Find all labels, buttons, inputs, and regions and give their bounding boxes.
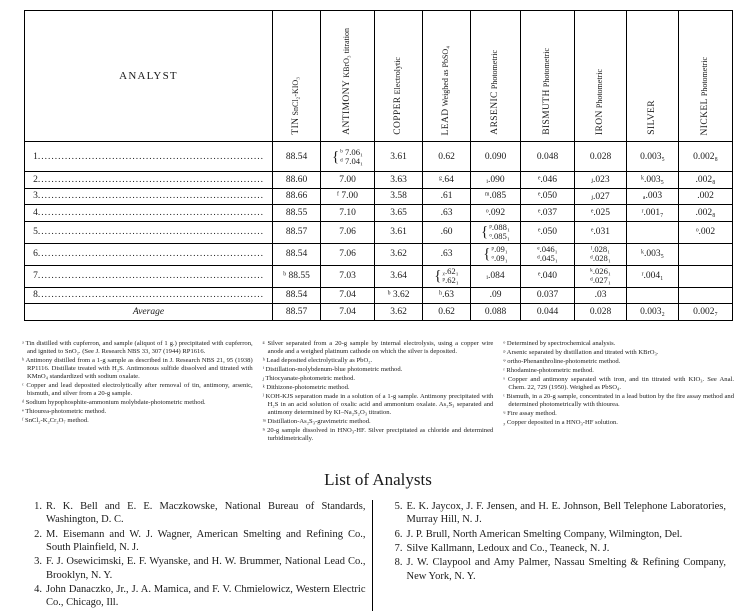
list-of-analysts-title: List of Analysts xyxy=(324,470,432,489)
footnote-item: ⁿ 20-g sample dissolved in HNO₃-HF. Silver precipitated as chloride and determined turbidimetrically. xyxy=(262,427,494,443)
cell-arsenic: .09 xyxy=(471,287,521,304)
table-row xyxy=(25,188,733,205)
cell-silver: ₐ.003 xyxy=(627,188,679,205)
cell-silver xyxy=(627,221,679,243)
list-item-text: R. K. Bell and E. E. Maczkowske, National Bureau of Standards, Washington, D. C. xyxy=(46,501,366,526)
cell-lead: .60 xyxy=(423,221,471,243)
analyst-list-left xyxy=(26,500,372,611)
list-item xyxy=(387,528,727,541)
list-item-number: 2. xyxy=(34,528,42,540)
table-row xyxy=(25,205,733,222)
row-label: 3................................................................... xyxy=(25,188,273,205)
cell-bismuth: ᵉ.040 xyxy=(521,265,575,287)
list-item-text: Silve Kallmann, Ledoux and Co., Teaneck, N. J. xyxy=(406,542,610,554)
analysis-table-body xyxy=(25,142,733,321)
footnote-item: ᵪ Copper deposited in a HNO₃-HF solution. xyxy=(503,419,618,427)
cell-copper: 3.61 xyxy=(375,221,423,243)
cell-antimony: { ᵇ 7.06₁ ᵈ 7.04₁ xyxy=(321,142,375,172)
footnote-item: ᵉ Thiourea-photometric method. xyxy=(22,408,107,416)
column-header-nickel: NICKEL Photometric xyxy=(679,11,733,142)
cell-silver: ᵏ.003₅ xyxy=(627,243,679,265)
footnote-item: ᵇ Antimony distilled from a 1-g sample as described in J. Research NBS 21, 95 (1938) RP1116. Distillate treated with H₂S. Antimonous sulfide dissolved and titrated with KMnO₄ standardized with sodium oxalate. xyxy=(22,357,253,381)
footnote-item: ᵏ Dithizone-photometric method. xyxy=(262,384,350,392)
cell-copper: 3.65 xyxy=(375,205,423,222)
table-row xyxy=(25,243,733,265)
column-header-analyst: ANALYST xyxy=(25,11,273,142)
list-item-text: M. Eisemann and W. J. Wagner, American Smelting and Refining Co., South Plainfield, N. J. xyxy=(46,528,366,553)
cell-nickel: .002 xyxy=(679,188,733,205)
cell-arsenic: ᵒ.092 xyxy=(471,205,521,222)
footnote-item: ᵖ Arsenic separated by distillation and titrated with KBrO₃. xyxy=(503,349,659,357)
column-header-iron: IRON Photometric xyxy=(575,11,627,142)
cell-iron: ᵉ.025 xyxy=(575,205,627,222)
footnote-item: ˡ KOH-KJS separation made in a solution of a 1-g sample. Antimony precipitated with H₂S in an acid solution of oxalic acid and ammonium oxalate. As₂S₃ separated and antimony determined by KI–Na₂S₂O₃ titration. xyxy=(262,393,494,417)
row-label: 2................................................................... xyxy=(25,172,273,189)
cell-arsenic: { ᵖ.088₁ ᵒ.085₁ xyxy=(471,221,521,243)
average-bismuth: 0.044 xyxy=(521,304,575,321)
list-item-number: 3. xyxy=(34,556,42,568)
footnote-item: ᵘ Fire assay method. xyxy=(503,410,557,418)
row-label: 4................................................................... xyxy=(25,205,273,222)
cell-silver: ʳ.001₇ xyxy=(627,205,679,222)
row-label: 1................................................................... xyxy=(25,142,273,172)
table-row xyxy=(25,287,733,304)
list-item-text: J. W. Claypool and Amy Palmer, Nassau Smelting & Refining Company, New York, N. Y. xyxy=(406,557,726,582)
column-header-copper: COPPER Electrolytic xyxy=(375,11,423,142)
cell-iron: ˡ.028₁ ᵈ.028₁ xyxy=(575,243,627,265)
cell-iron: ⱼ.023 xyxy=(575,172,627,189)
footnote-column-3 xyxy=(503,340,734,444)
cell-lead: ʰ.63 xyxy=(423,287,471,304)
table-row-average xyxy=(25,304,733,321)
cell-copper: 3.62 xyxy=(375,243,423,265)
footnote-item: ˢ Copper and antimony separated with iron, and tin titrated with KIO₃. See Anal. Chem. 22, 729 (1950). Weighed as PbSO₄. xyxy=(503,376,735,392)
footnote-item: ᵐ Distillation-As₂S₃-gravimetric method. xyxy=(262,418,371,426)
cell-tin: 88.54 xyxy=(273,287,321,304)
cell-tin: 88.66 xyxy=(273,188,321,205)
analyst-list-right xyxy=(372,500,733,611)
average-iron: 0.028 xyxy=(575,304,627,321)
row-label: 8................................................................... xyxy=(25,287,273,304)
column-header-tin: TIN SnCl₂-KIO₃ xyxy=(273,11,321,142)
analysis-table-container xyxy=(24,10,732,321)
analyst-lists xyxy=(26,500,732,611)
row-label: 7................................................................... xyxy=(25,265,273,287)
cell-bismuth: 0.048 xyxy=(521,142,575,172)
list-item xyxy=(26,528,366,555)
cell-iron: ⱼ.027 xyxy=(575,188,627,205)
cell-nickel xyxy=(679,265,733,287)
row-label: 6................................................................... xyxy=(25,243,273,265)
row-label: 5................................................................... xyxy=(25,221,273,243)
footnote-item: ᵠ ortho-Phenanthroline-photometric method. xyxy=(503,358,621,366)
list-item xyxy=(387,500,727,527)
table-row xyxy=(25,172,733,189)
cell-silver xyxy=(627,287,679,304)
footnotes-block xyxy=(22,340,734,444)
list-item-number: 8. xyxy=(394,557,403,569)
cell-lead: ᵍ.64 xyxy=(423,172,471,189)
average-tin: 88.57 xyxy=(273,304,321,321)
cell-nickel: .002₈ xyxy=(679,205,733,222)
footnote-item: ᵍ Silver separated from a 20-g sample by internal electrolysis, using a copper wire anode and a weighed platinum cathode on which the silver is deposited. xyxy=(262,340,494,356)
footnote-item: ᶜ Copper and lead deposited electrolytically after removal of tin, antimony, arsenic, bismuth, and silver from a 20-g sample. xyxy=(22,382,253,398)
list-item xyxy=(387,556,727,583)
cell-antimony: 7.00 xyxy=(321,172,375,189)
cell-nickel xyxy=(679,287,733,304)
cell-copper: 3.61 xyxy=(375,142,423,172)
footnote-item: ᵃ Tin distilled with cupferron, and sample (aliquot of 1 g.) precipitated with cupferron, and ignited to SnO₂. (See J. Research NBS 33, 307 (1944) RP1616. xyxy=(22,340,253,356)
list-item-text: F. J. Osewicimski, E. F. Wyanske, and H. W. Brummer, National Lead Co., Brooklyn, N. Y. xyxy=(46,556,366,581)
average-arsenic: 0.088 xyxy=(471,304,521,321)
list-item xyxy=(387,542,727,555)
list-item-text: E. K. Jaycox, J. F. Jensen, and H. E. Johnson, Bell Telephone Laboratories, Murray Hill, N. J. xyxy=(406,501,726,526)
cell-tin: 88.60 xyxy=(273,172,321,189)
column-header-lead: LEAD Weighed as PbSO₄ xyxy=(423,11,471,142)
cell-antimony: 7.04 xyxy=(321,287,375,304)
footnote-item: ᵗ Bismuth, in a 20-g sample, concentrated in a lead button by the fire assay method and determined photometrically with thiourea. xyxy=(503,393,735,409)
list-item-text: J. P. Brull, North American Smelting Company, Wilmington, Del. xyxy=(406,528,683,540)
cell-nickel: .002₈ xyxy=(679,172,733,189)
list-item-number: 7. xyxy=(394,542,403,554)
cell-bismuth: ᵉ.037 xyxy=(521,205,575,222)
list-item-number: 1. xyxy=(34,501,42,512)
cell-silver: 0.003₅ xyxy=(627,142,679,172)
cell-arsenic: ᵐ.085 xyxy=(471,188,521,205)
footnote-item: ᶠ SnCl₂-K₂Cr₂O₇ method. xyxy=(22,417,89,425)
cell-copper: 3.63 xyxy=(375,172,423,189)
average-antimony: 7.04 xyxy=(321,304,375,321)
footnote-item: ʳ Rhodamine-photometric method. xyxy=(503,367,594,375)
list-item-number: 5. xyxy=(394,501,403,512)
table-row xyxy=(25,221,733,243)
cell-tin: 88.55 xyxy=(273,205,321,222)
cell-copper: 3.58 xyxy=(375,188,423,205)
cell-iron: ᵏ.026₁ ᵈ.027₁ xyxy=(575,265,627,287)
cell-arsenic: { ᵖ.09₁ ᵒ.09₁ xyxy=(471,243,521,265)
average-lead: 0.62 xyxy=(423,304,471,321)
cell-antimony: ᶠ 7.00 xyxy=(321,188,375,205)
cell-tin: ᵇ 88.55 xyxy=(273,265,321,287)
footnote-column-2 xyxy=(263,340,494,444)
list-item-number: 4. xyxy=(34,583,42,595)
cell-bismuth: ᵉ.050 xyxy=(521,188,575,205)
cell-lead: { ᵪ.62₁ ᵖ.62₁ xyxy=(423,265,471,287)
footnote-item: ⁱ Distillation-molybdenum-blue photometric method. xyxy=(262,366,403,374)
cell-silver: ᵏ.003₅ xyxy=(627,172,679,189)
footnote-item: ⱼ Thiocyanate-photometric method. xyxy=(262,375,356,383)
list-item xyxy=(26,500,366,527)
list-item xyxy=(26,583,366,610)
cell-bismuth: ᵉ.046₁ ᵈ.045₁ xyxy=(521,243,575,265)
cell-antimony: 7.10 xyxy=(321,205,375,222)
column-header-arsenic: ARSENIC Photometric xyxy=(471,11,521,142)
footnote-item: ʰ Lead deposited electrolytically as PbO₂. xyxy=(262,357,373,365)
table-row xyxy=(25,265,733,287)
footnote-item: ᵒ Determined by spectrochemical analysis. xyxy=(503,340,616,347)
average-label: Average xyxy=(25,304,273,321)
cell-iron: 0.028 xyxy=(575,142,627,172)
cell-nickel: 0.002₈ xyxy=(679,142,733,172)
cell-bismuth: ᵉ.050 xyxy=(521,221,575,243)
cell-iron: ᵉ.031 xyxy=(575,221,627,243)
cell-tin: 88.54 xyxy=(273,243,321,265)
cell-lead: 0.62 xyxy=(423,142,471,172)
average-silver: 0.003₂ xyxy=(627,304,679,321)
table-row xyxy=(25,142,733,172)
column-header-silver: SILVER xyxy=(627,11,679,142)
footnote-item: ᵈ Sodium hypophosphite-ammonium molybdate-photometric method. xyxy=(22,399,206,407)
cell-lead: .61 xyxy=(423,188,471,205)
column-header-bismuth: BISMUTH Photometric xyxy=(521,11,575,142)
cell-tin: 88.54 xyxy=(273,142,321,172)
list-item xyxy=(26,555,366,582)
list-item-text: John Danaczko, Jr., J. A. Mamica, and F. V. Chmielowicz, Western Electric Co., Chicago, Ill. xyxy=(46,583,366,609)
cell-lead: .63 xyxy=(423,243,471,265)
cell-tin: 88.57 xyxy=(273,221,321,243)
average-nickel: 0.002₇ xyxy=(679,304,733,321)
cell-nickel: ᵒ.002 xyxy=(679,221,733,243)
cell-bismuth: ᵉ.046 xyxy=(521,172,575,189)
cell-arsenic: 0.090 xyxy=(471,142,521,172)
cell-silver: ʳ.004₁ xyxy=(627,265,679,287)
cell-arsenic: ᵢ.090 xyxy=(471,172,521,189)
cell-lead: .63 xyxy=(423,205,471,222)
column-header-antimony: ANTIMONY KBrO₃ titration xyxy=(321,11,375,142)
cell-antimony: 7.06 xyxy=(321,243,375,265)
cell-bismuth: 0.037 xyxy=(521,287,575,304)
cell-iron: .03 xyxy=(575,287,627,304)
average-copper: 3.62 xyxy=(375,304,423,321)
cell-antimony: 7.06 xyxy=(321,221,375,243)
cell-antimony: 7.03 xyxy=(321,265,375,287)
cell-arsenic: ᵢ.084 xyxy=(471,265,521,287)
footnote-column-1 xyxy=(22,340,253,444)
analysis-table xyxy=(24,10,733,321)
table-header-row xyxy=(25,11,733,142)
cell-copper: ᵇ 3.62 xyxy=(375,287,423,304)
list-item-number: 6. xyxy=(394,528,403,540)
cell-nickel xyxy=(679,243,733,265)
cell-copper: 3.64 xyxy=(375,265,423,287)
